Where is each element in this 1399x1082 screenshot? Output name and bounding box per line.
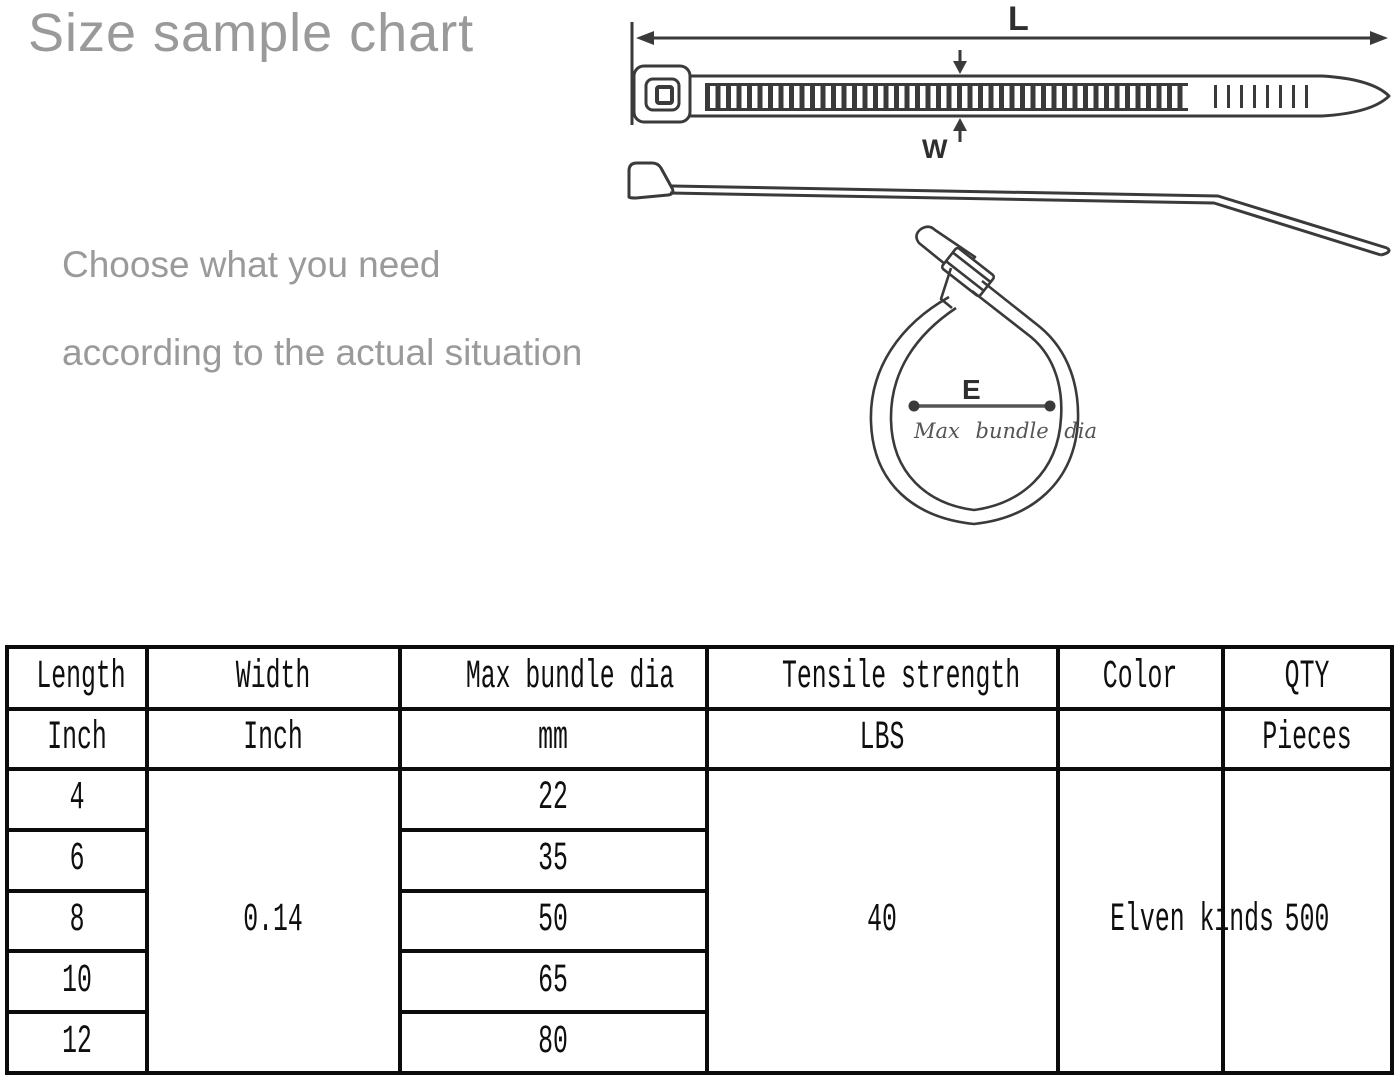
tie-head-outline [634, 66, 690, 122]
size-table [5, 645, 1394, 1075]
cell-dia-0: 22 [400, 769, 707, 830]
table-row [7, 769, 1392, 830]
e-dimension-dot-right [1045, 401, 1056, 412]
tagline-line-1: Choose what you need [62, 244, 441, 285]
cell-width-merged: 0.14 [147, 769, 400, 1073]
cell-dia-2: 50 [400, 891, 707, 952]
unit-color [1058, 709, 1223, 769]
strap-teeth-band [705, 83, 1188, 111]
unit-qty: Pieces [1223, 709, 1392, 769]
cable-tie-side-view [629, 163, 1389, 255]
unit-width: Inch [147, 709, 400, 769]
cell-length-1: 6 [7, 830, 147, 891]
cell-length-4: 12 [7, 1012, 147, 1073]
cell-tensile-merged: 40 [707, 769, 1058, 1073]
e-dimension-dot-left [909, 401, 920, 412]
arrowhead-right-icon [1370, 31, 1388, 45]
side-strap-tip [1381, 248, 1389, 255]
w-arrowhead-down-icon [953, 61, 967, 74]
col-header-width: Width [147, 647, 400, 709]
cell-length-0: 4 [7, 769, 147, 830]
unit-length: Inch [7, 709, 147, 769]
cable-tie-top-view [632, 22, 1389, 142]
unit-max-bundle-dia: mm [400, 709, 707, 769]
col-header-length: Length [7, 647, 147, 709]
width-dimension-label: W [922, 134, 948, 164]
cell-dia-3: 65 [400, 951, 707, 1012]
length-dimension-label: L [1008, 0, 1029, 38]
col-header-color: Color [1058, 647, 1223, 709]
table-header-row [7, 647, 1392, 709]
page-title: Size sample chart [28, 3, 475, 63]
cell-length-2: 8 [7, 891, 147, 952]
strap-rounded-tip [1322, 76, 1389, 116]
strap-tip-serrations [1214, 85, 1318, 108]
cell-length-3: 10 [7, 951, 147, 1012]
cell-dia-1: 35 [400, 830, 707, 891]
unit-tensile-strength: LBS [707, 709, 1058, 769]
side-strap-bottom-edge [670, 193, 1381, 255]
tagline-line-2: according to the actual situation [62, 332, 583, 373]
cell-dia-4: 80 [400, 1012, 707, 1073]
arrowhead-left-icon [636, 31, 654, 45]
bundle-dia-dimension-label: E [962, 374, 981, 405]
bundle-dia-caption: Max bundle dia [914, 419, 1097, 443]
col-header-qty: QTY [1223, 647, 1392, 709]
cell-qty-merged: 500 [1223, 769, 1392, 1073]
table-units-row [7, 709, 1392, 769]
w-arrowhead-up-icon [953, 118, 967, 131]
col-header-tensile-strength: Tensile strength [707, 647, 1058, 709]
cell-color-merged: Elven kinds [1058, 769, 1223, 1073]
side-head [629, 163, 673, 198]
col-header-max-bundle-dia: Max bundle dia [400, 647, 707, 709]
